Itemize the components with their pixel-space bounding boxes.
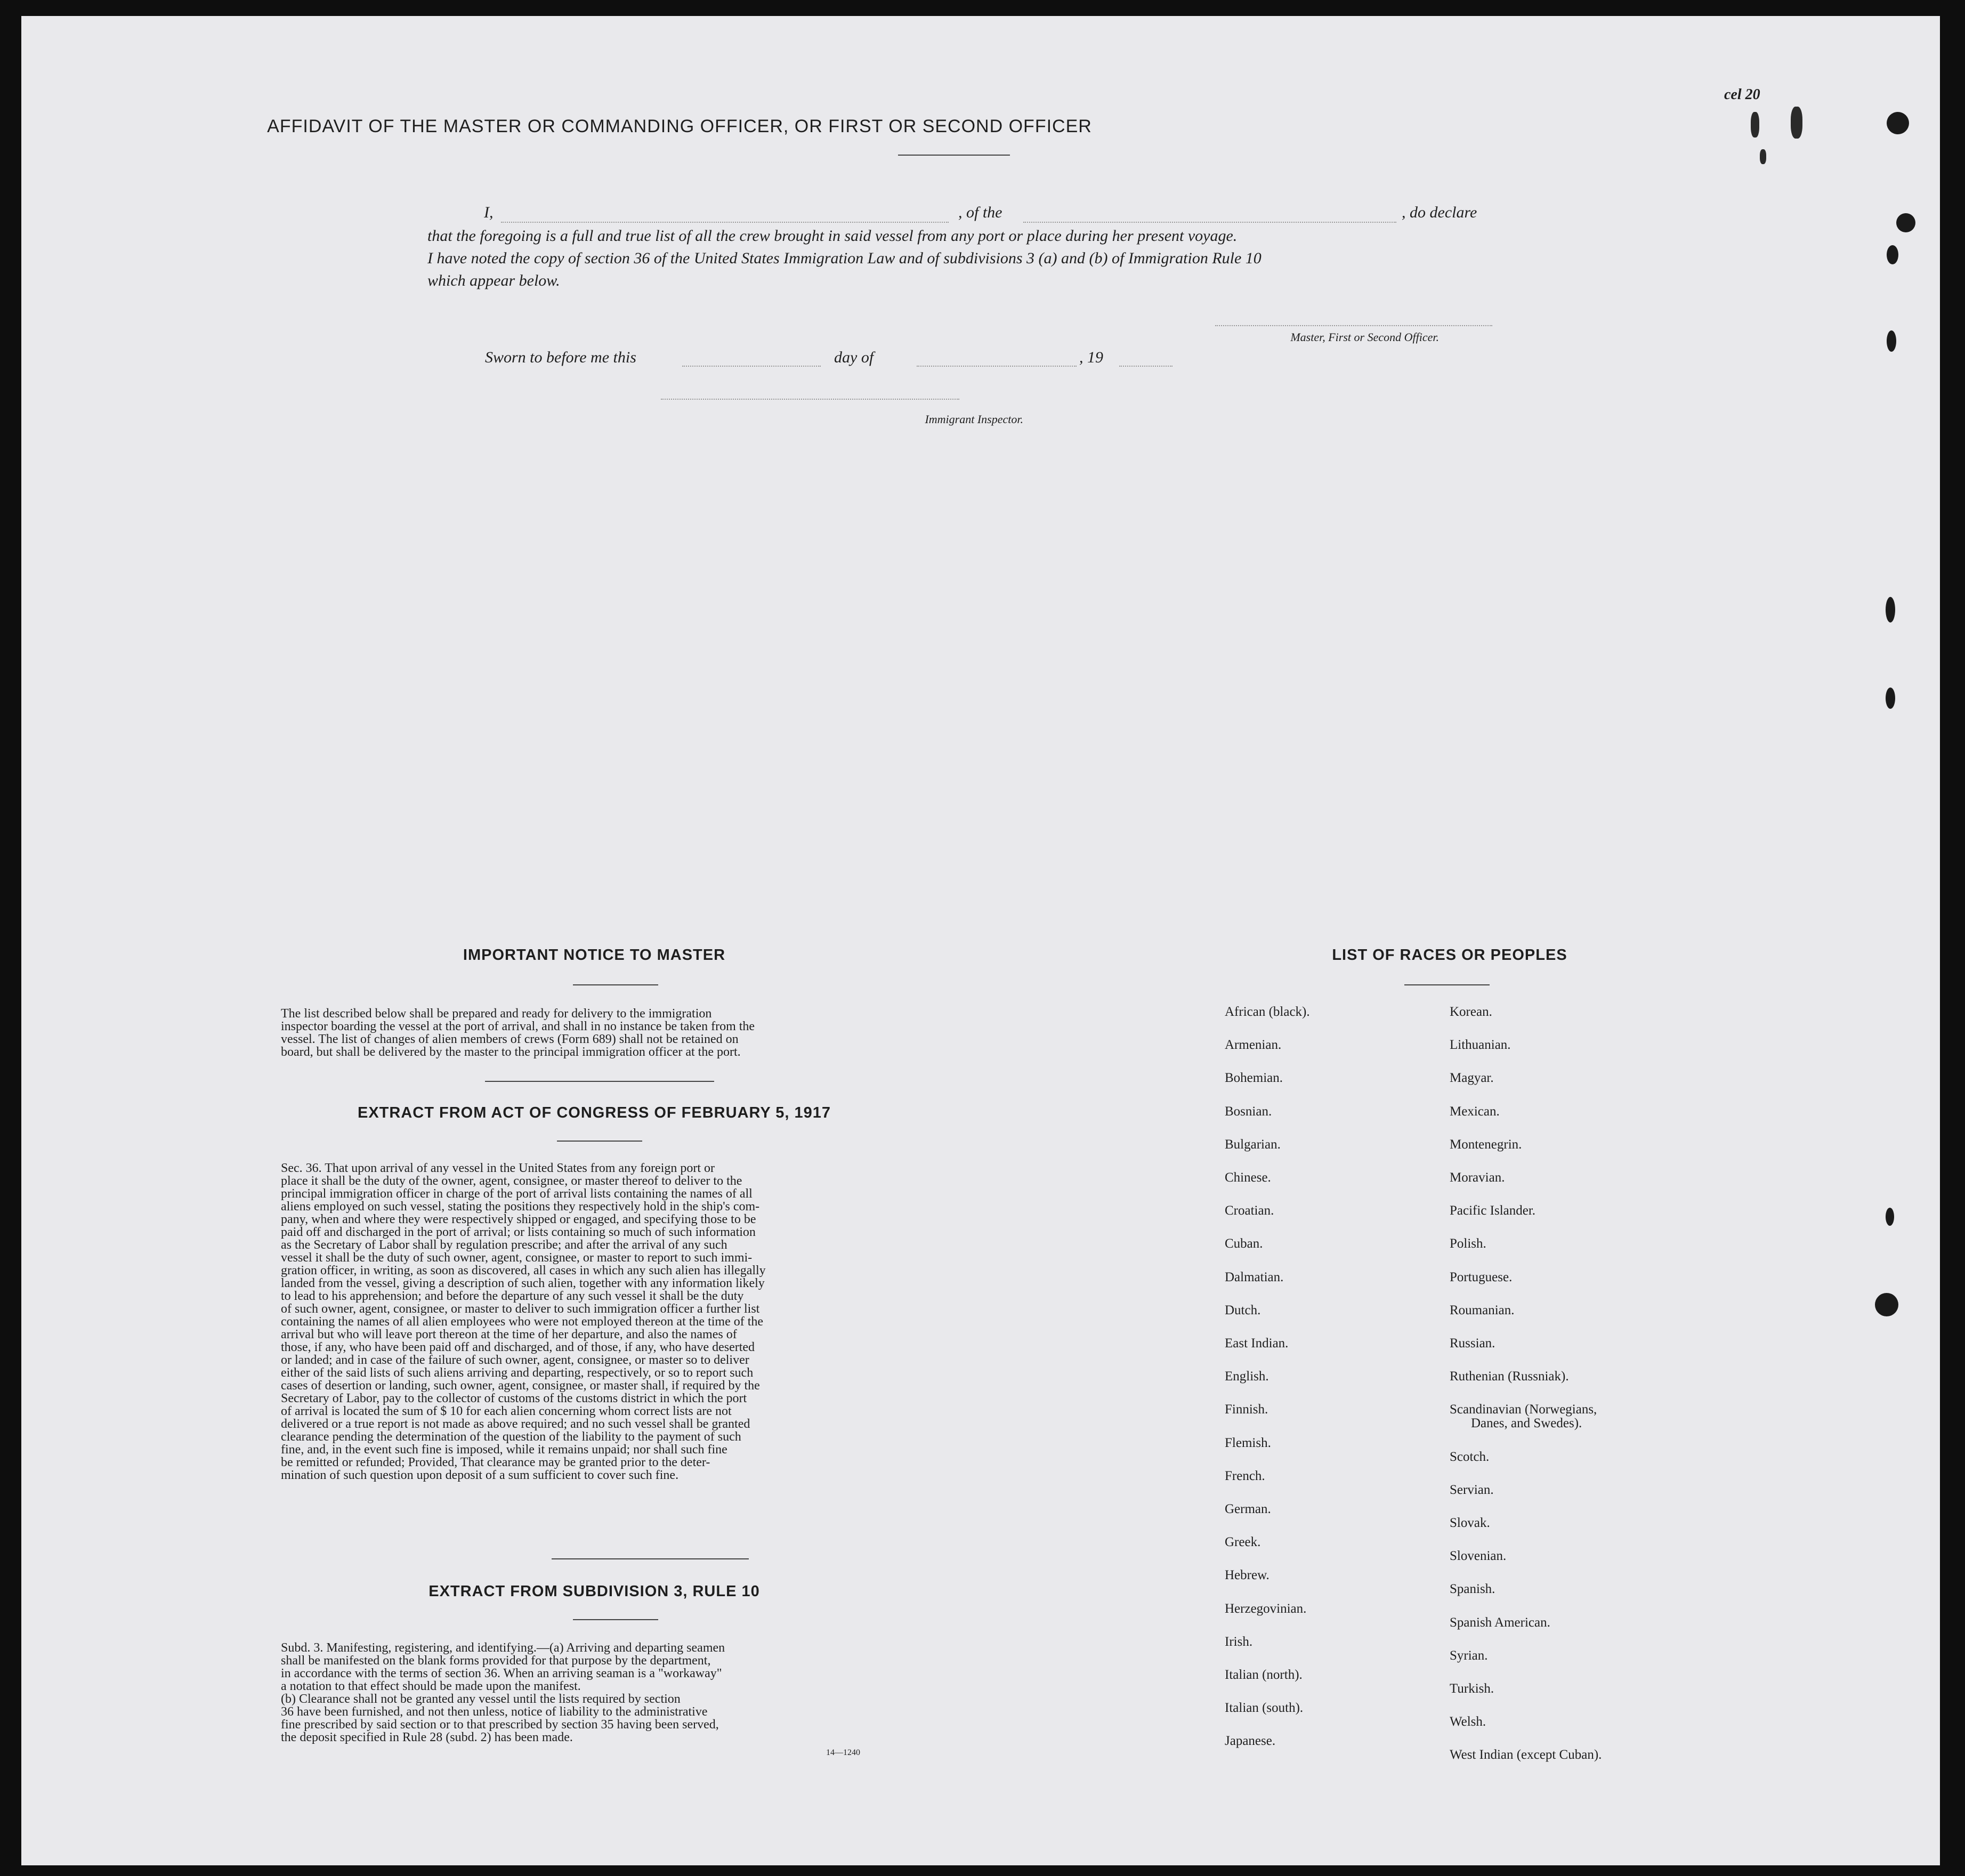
sworn-day: day of xyxy=(834,349,874,366)
race-item: Roumanian. xyxy=(1450,1303,1515,1317)
ink-mark-1 xyxy=(1751,112,1759,138)
affidavit-of-the: , of the xyxy=(958,204,1002,221)
race-item: Italian (north). xyxy=(1225,1668,1303,1682)
race-item: Slovak. xyxy=(1450,1516,1490,1530)
form-sheet xyxy=(21,16,1940,1865)
act-line: of such owner, agent, consignee, or master to deliver to such immigration officer a further list xyxy=(281,1302,760,1316)
section-divider-1 xyxy=(485,1081,714,1082)
act-line: of arrival is located the sum of $ 10 for each alien concerning whom correct lists are not xyxy=(281,1404,732,1418)
race-item: Japanese. xyxy=(1225,1734,1276,1749)
rule-body xyxy=(281,1642,915,1744)
race-item: Magyar. xyxy=(1450,1071,1494,1086)
notice-line: board, but shall be delivered by the master to the principal immigration officer at the port. xyxy=(281,1045,741,1059)
sworn-year: , 19 xyxy=(1079,349,1103,366)
act-line: pany, when and where they were respectively shipped or engaged, and specifying those to be xyxy=(281,1212,756,1226)
act-line: as the Secretary of Labor shall by regulation prescribe; and after the arrival of any such xyxy=(281,1238,727,1252)
act-line: containing the names of all alien employees who were not employed thereon at the time of the xyxy=(281,1315,764,1329)
punch-hole-1 xyxy=(1887,112,1909,134)
notice-body xyxy=(281,1007,915,1058)
race-item: Herzegovinian. xyxy=(1225,1601,1307,1616)
act-line: delivered or a true report is not made as above required; and no such vessel shall be granted xyxy=(281,1417,750,1431)
act-body xyxy=(281,1162,915,1482)
punch-hole-7 xyxy=(1886,1208,1894,1226)
race-item: Slovenian. xyxy=(1450,1549,1507,1564)
act-line: gration officer, in writing, as soon as discovered, all cases in which any such alien has illegally xyxy=(281,1264,766,1277)
race-item: West Indian (except Cuban). xyxy=(1450,1748,1602,1762)
rule-divider xyxy=(573,1619,658,1620)
race-item: Armenian. xyxy=(1225,1038,1282,1053)
rule-line: (b) Clearance shall not be granted any vessel until the lists required by section xyxy=(281,1692,681,1706)
race-item: Portuguese. xyxy=(1450,1269,1513,1284)
sworn-prefix: Sworn to before me this xyxy=(485,349,636,366)
race-item: Ruthenian (Russniak). xyxy=(1450,1369,1569,1384)
race-item: Irish. xyxy=(1225,1634,1253,1649)
section-divider-2 xyxy=(552,1558,749,1559)
title-divider xyxy=(898,155,1010,156)
race-item: Russian. xyxy=(1450,1336,1495,1351)
race-item: Lithuanian. xyxy=(1450,1038,1511,1053)
race-item: Spanish American. xyxy=(1450,1615,1550,1630)
rule-line: 36 have been furnished, and not then unless, notice of liability to the administrative xyxy=(281,1705,708,1719)
notice-title: IMPORTANT NOTICE TO MASTER xyxy=(463,947,726,964)
notice-divider xyxy=(573,984,658,985)
act-line: Sec. 36. That upon arrival of any vessel in the United States from any foreign port or xyxy=(281,1161,715,1175)
act-line: cases of desertion or landing, such owner, agent, consignee, or master shall, if required by the xyxy=(281,1379,760,1393)
rule-title: EXTRACT FROM SUBDIVISION 3, RULE 10 xyxy=(428,1583,760,1600)
act-line: aliens employed on such vessel, stating the positions they respectively hold in the ship's com- xyxy=(281,1200,760,1214)
race-item: Croatian. xyxy=(1225,1203,1274,1218)
race-item: Turkish. xyxy=(1450,1681,1494,1696)
inspector-signature-line[interactable] xyxy=(661,399,959,400)
notice-line: The list described below shall be prepared and ready for delivery to the immigration xyxy=(281,1007,712,1021)
races-divider xyxy=(1404,984,1490,985)
notice-line: vessel. The list of changes of alien members of crews (Form 689) shall not be retained on xyxy=(281,1032,739,1046)
race-item: Syrian. xyxy=(1450,1648,1488,1663)
act-line: place it shall be the duty of the owner, agent, consignee, or master thereof to deliver to the xyxy=(281,1174,742,1188)
race-item: Bohemian. xyxy=(1225,1071,1283,1086)
act-line: vessel it shall be the duty of such owner, agent, consignee, or master to report to such immi- xyxy=(281,1251,753,1265)
act-divider xyxy=(557,1141,642,1142)
race-item: Hebrew. xyxy=(1225,1568,1269,1583)
officer-signature-line[interactable] xyxy=(1215,325,1492,326)
sworn-day-blank[interactable] xyxy=(682,366,821,367)
ink-mark-2 xyxy=(1791,107,1802,139)
punch-hole-6 xyxy=(1886,688,1895,709)
affidavit-title: AFFIDAVIT OF THE MASTER OR COMMANDING OFFICER, OR FIRST OR SECOND OFFICER xyxy=(267,116,1092,136)
punch-hole-4 xyxy=(1887,330,1896,352)
race-item: Dutch. xyxy=(1225,1303,1261,1317)
race-item: Welsh. xyxy=(1450,1715,1486,1729)
race-item: German. xyxy=(1225,1502,1271,1516)
race-item: French. xyxy=(1225,1468,1265,1483)
race-item: Greek. xyxy=(1225,1535,1261,1550)
corner-mark: cel 20 xyxy=(1724,86,1760,103)
act-line: to lead to his apprehension; and before the departure of any such vessel it shall be the duty xyxy=(281,1289,744,1303)
race-item: Dalmatian. xyxy=(1225,1269,1284,1284)
sworn-month-blank[interactable] xyxy=(917,366,1077,367)
affidavit-i: I, xyxy=(484,204,494,221)
punch-hole-2 xyxy=(1896,213,1915,232)
ink-mark-3 xyxy=(1760,149,1766,164)
vessel-blank[interactable] xyxy=(1023,222,1396,223)
punch-hole-3 xyxy=(1887,245,1898,264)
act-line: fine, and, in the event such fine is imposed, while it remains unpaid; nor shall such fine xyxy=(281,1443,727,1457)
act-line: Secretary of Labor, pay to the collector of customs of the customs district in which the port xyxy=(281,1392,747,1405)
race-item: Cuban. xyxy=(1225,1236,1263,1251)
sworn-year-blank[interactable] xyxy=(1119,366,1172,367)
affidavit-line-3: I have noted the copy of section 36 of the United States Immigration Law and of subdivisions 3 (a) and (b) of Immigration Rule 10 xyxy=(427,249,1262,267)
race-item: Danes, and Swedes). xyxy=(1471,1416,1582,1431)
race-item: Moravian. xyxy=(1450,1170,1505,1185)
affidavit-declare: , do declare xyxy=(1402,204,1477,221)
race-item: Chinese. xyxy=(1225,1170,1271,1185)
rule-line: the deposit specified in Rule 28 (subd. 2) has been made. xyxy=(281,1731,573,1744)
race-item: Bulgarian. xyxy=(1225,1137,1281,1152)
act-line: paid off and discharged in the port of arrival; or lists containing so much of such information xyxy=(281,1225,756,1239)
act-line: clearance pending the determination of the question of the liability to the payment of such xyxy=(281,1430,741,1444)
race-item: Montenegrin. xyxy=(1450,1137,1522,1152)
races-title: LIST OF RACES OR PEOPLES xyxy=(1332,947,1567,964)
affidavit-line-2: that the foregoing is a full and true list of all the crew brought in said vessel from any port or place during her present voyage. xyxy=(427,227,1238,245)
race-item: Servian. xyxy=(1450,1482,1494,1497)
act-line: arrival but who will leave port thereon at the time of her departure, and also the names of xyxy=(281,1328,737,1341)
act-line: be remitted or refunded; Provided, That clearance may be granted prior to the deter- xyxy=(281,1455,710,1469)
race-item: Finnish. xyxy=(1225,1402,1268,1417)
rule-line: a notation to that effect should be made upon the manifest. xyxy=(281,1679,581,1693)
act-line: or landed; and in case of the failure of such owner, agent, consignee, or master so to deliver xyxy=(281,1353,749,1367)
rule-line: fine prescribed by said section or to that prescribed by section 35 having been served, xyxy=(281,1718,719,1732)
race-item: Polish. xyxy=(1450,1236,1486,1251)
affidavit-line-4: which appear below. xyxy=(427,272,560,289)
act-line: either of the said lists of such aliens arriving and departing, respectively, or so to report such xyxy=(281,1366,754,1380)
punch-hole-5 xyxy=(1886,597,1895,622)
race-item: Italian (south). xyxy=(1225,1701,1304,1716)
race-item: Bosnian. xyxy=(1225,1104,1272,1119)
race-item: Scotch. xyxy=(1450,1449,1490,1464)
race-item: East Indian. xyxy=(1225,1336,1289,1351)
race-item: Flemish. xyxy=(1225,1435,1271,1450)
inspector-caption: Immigrant Inspector. xyxy=(925,413,1023,426)
rule-line: Subd. 3. Manifesting, registering, and identifying.—(a) Arriving and departing seamen xyxy=(281,1641,725,1655)
act-line: principal immigration officer in charge of the port of arrival lists containing the names of all xyxy=(281,1187,753,1201)
race-item: Pacific Islander. xyxy=(1450,1203,1536,1218)
rule-line: in accordance with the terms of section 36. When an arriving seaman is a "workaway" xyxy=(281,1667,722,1680)
officer-caption: Master, First or Second Officer. xyxy=(1290,330,1439,344)
act-line: those, if any, who have been paid off and discharged, and of those, if any, who have deserted xyxy=(281,1340,755,1354)
race-item: Scandinavian (Norwegians, xyxy=(1450,1402,1597,1417)
race-item: Mexican. xyxy=(1450,1104,1500,1119)
act-line: landed from the vessel, giving a description of such alien, together with any information likely xyxy=(281,1276,765,1290)
form-number: 14—1240 xyxy=(826,1748,860,1757)
race-item: African (black). xyxy=(1225,1005,1310,1019)
notice-line: inspector boarding the vessel at the port of arrival, and shall in no instance be taken from the xyxy=(281,1020,755,1033)
race-item: Spanish. xyxy=(1450,1582,1495,1597)
act-line: mination of such question upon deposit of a sum sufficient to cover such fine. xyxy=(281,1468,679,1482)
race-item: English. xyxy=(1225,1369,1269,1384)
name-blank[interactable] xyxy=(501,222,949,223)
punch-hole-8 xyxy=(1875,1293,1898,1316)
rule-line: shall be manifested on the blank forms provided for that purpose by the department, xyxy=(281,1654,711,1668)
act-title: EXTRACT FROM ACT OF CONGRESS OF FEBRUARY 5, 1917 xyxy=(357,1104,831,1121)
race-item: Korean. xyxy=(1450,1005,1492,1019)
